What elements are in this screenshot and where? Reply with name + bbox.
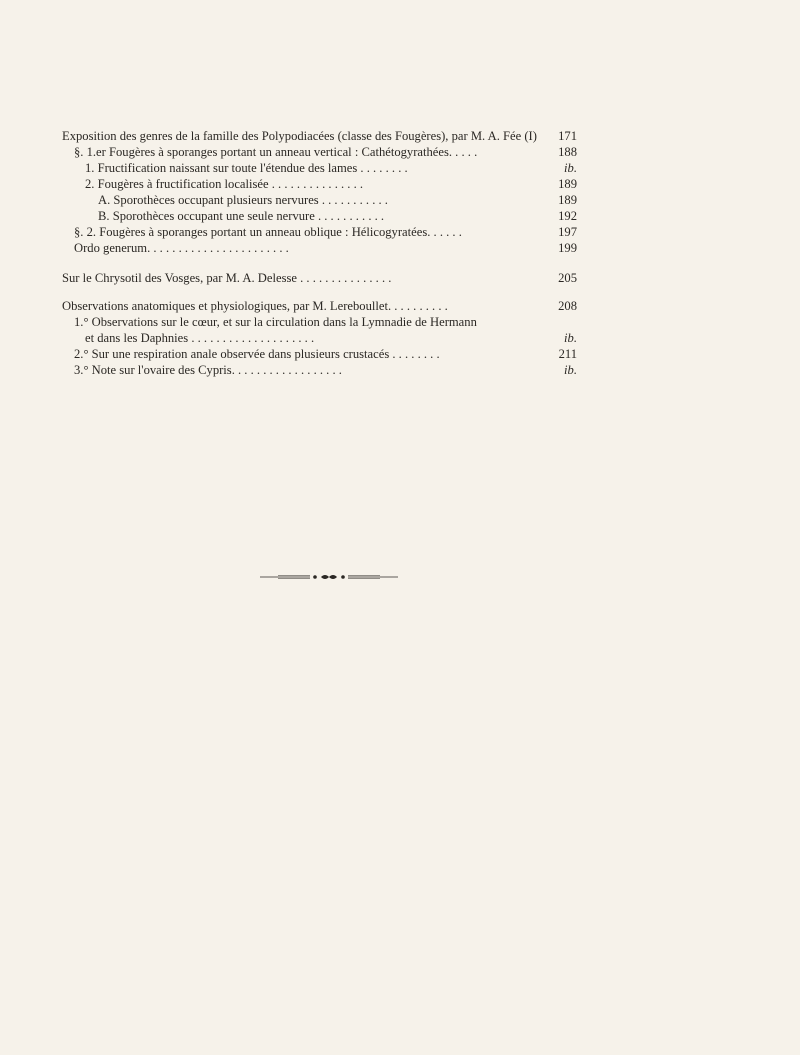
toc-entry-page: 189 [558, 177, 577, 191]
toc-entry-text: 2. Fougères à fructification localisée . . . . . . . . . . . . . . . [85, 177, 364, 191]
toc-entry-page: ib. [564, 161, 577, 175]
toc-entry-lereboullet [62, 298, 577, 314]
toc-entry-fructification-lames [62, 160, 577, 176]
toc-entry-text: Ordo generum. . . . . . . . . . . . . . . . . . . . . . . [74, 241, 289, 255]
toc-entry-text: A. Sporothèces occupant plusieurs nervures . . . . . . . . . . . [98, 193, 388, 207]
toc-entry-daphnies [62, 330, 577, 346]
toc-entry-fructification-localisee [62, 176, 577, 192]
toc-entry-sporotheces-plusieurs [62, 192, 577, 208]
toc-entry-ovaire-cypris [62, 362, 577, 378]
toc-entry-fee-polypodiacees [62, 128, 577, 144]
toc-entry-page: 192 [558, 209, 577, 223]
toc-entry-page: 189 [558, 193, 577, 207]
toc-entry-page: 197 [558, 225, 577, 239]
toc-entry-respiration-anale [62, 346, 577, 362]
toc-entry-text: B. Sporothèces occupant une seule nervure . . . . . . . . . . . [98, 209, 385, 223]
toc-entry-observations-coeur [62, 314, 577, 330]
toc-entry-text: Sur le Chrysotil des Vosges, par M. A. Delesse . . . . . . . . . . . . . . . [62, 271, 392, 285]
toc-entry-page: ib. [564, 363, 577, 377]
decorative-divider [258, 570, 400, 584]
toc-entry-cathetogyrathees [62, 144, 577, 160]
toc-entry-chrysotil [62, 270, 577, 286]
toc-entry-page: 205 [558, 271, 577, 285]
toc-entry-text: §. 2. Fougères à sporanges portant un anneau oblique : Hélicogyratées. . . . . . [74, 225, 462, 239]
toc-entry-text: Exposition des genres de la famille des Polypodiacées (classe des Fougères), par M. A. Fée (I) [62, 129, 537, 143]
toc-entry-page: 171 [558, 129, 577, 143]
toc-entry-text: 2.° Sur une respiration anale observée dans plusieurs crustacés . . . . . . . . [74, 347, 440, 361]
table-of-contents [62, 128, 577, 378]
toc-entry-page: 208 [558, 299, 577, 313]
toc-entry-text: 1.° Observations sur le cœur, et sur la circulation dans la Lymnadie de Hermann [74, 315, 477, 329]
toc-entry-text: 1. Fructification naissant sur toute l'étendue des lames . . . . . . . . [85, 161, 408, 175]
toc-entry-page: 188 [558, 145, 577, 159]
toc-entry-page: ib. [564, 331, 577, 345]
toc-entry-text: 3.° Note sur l'ovaire des Cypris. . . . . . . . . . . . . . . . . . [74, 363, 342, 377]
toc-entry-page: 199 [558, 241, 577, 255]
toc-entry-helicogyratees [62, 224, 577, 240]
toc-entry-text: et dans les Daphnies . . . . . . . . . . . . . . . . . . . . [85, 331, 315, 345]
toc-entry-sporotheces-seule [62, 208, 577, 224]
toc-entry-text: §. 1.er Fougères à sporanges portant un anneau vertical : Cathétogyrathées. . . . . [74, 145, 478, 159]
toc-entry-text: Observations anatomiques et physiologiques, par M. Lereboullet. . . . . . . . . . [62, 299, 448, 313]
toc-entry-ordo-generum [62, 240, 577, 256]
toc-entry-page: 211 [558, 347, 577, 361]
